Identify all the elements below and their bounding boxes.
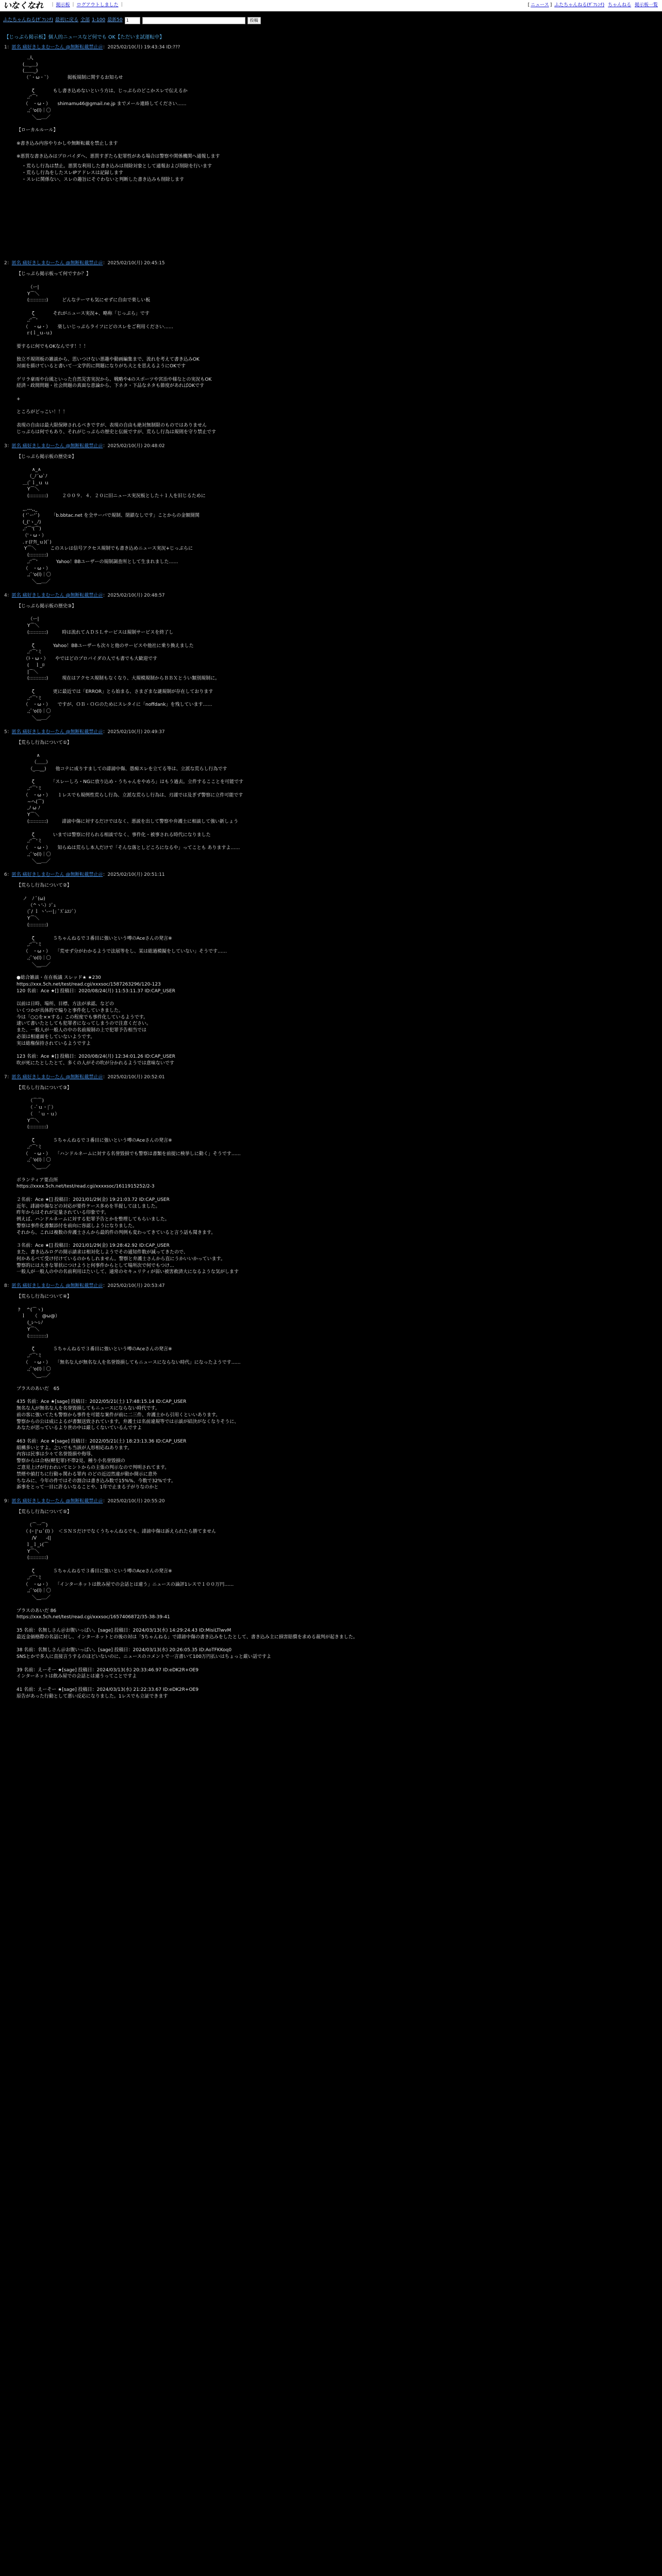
- post: [4, 44, 658, 183]
- post-author[interactable]: 匿名 痛好きしまむーたん @無断転載禁止＠: [11, 261, 103, 266]
- post-author[interactable]: 匿名 痛好きしまむーたん @無断転載禁止＠: [11, 44, 103, 50]
- post-body: 【じっぷら掲示板の歴史③】 （ー| Y⌒＼ (:::::::::::) 時は流れてＡＤＳＬサービスは規制サービスを終了し ζ Yahoo！BBユーザーも次々と他のサービスや他社に乗り換えました ,:'⌒'ミ （ﾄ・ω・） やではどのプロバイダの人でも書でも大歓迎です ( ｌ_ﾛ |⌒＼ (:::::::::::) 現在はアクセス規制もなくなり、大規模規制からＢＢＸとうい類別規制に。 ζ 更に最近では「ERROR」とら始まる、さまざまな謎規制が存在しております ,:'⌒'ミ （ ・ω・） ですが、ＯＢ・ＯＧのためにスレタイに「noffdank」を残しています…… ,;ﾞ'o(l)｜〇 ＼__＿／: [16, 603, 220, 721]
- nav-link-futachan[interactable]: ふたちゃんねる(ｻﾞﾌﾚﾝﾁ): [554, 3, 605, 8]
- post-header: [4, 1498, 658, 1505]
- link-all[interactable]: 全部: [80, 18, 90, 23]
- submit-button[interactable]: 投稿: [247, 17, 261, 24]
- link-1-100[interactable]: 1-100: [92, 18, 106, 23]
- post-date: ：2025/02/10(月) 20:48:57: [103, 592, 165, 598]
- post-date: ：2025/02/10(月) 20:51:11: [103, 872, 165, 878]
- post-body: 【荒らし行為について②】 ノ ﾉ ﾞ(ω) （^ヽ'-）ｼﾞｭ (ﾞ/ ｌ ヽ'-ー|｣ ﾞｽﾞﾑｴｼﾞ） Y⌒＼ (:::::::::::) ζ ５ちゃんねるで３番目に強いという噂のAceさんの発言※ ,:'⌒'ミ （ ・ω・） 「荒せず分がわかるようで法展等をし、某は総過模擬をしていない」そうです…… ,;ﾞ'o(l)｜〇 ＼__＿／ ●総合雑談・在在板議 スレッド★ ★230 https://xxx.5ch.net/test/read.cgi/xxxsoc/1587263296/120-123 120 名前：Ace ★[] 投稿日：2020/08/24(月) 11:53:11.37 ID:CAP_USER 以前は日時、場所、目標、方法が承認。などの いくつかが具体的で煽りと事件化していきました。 今は「○○を××する」この程度でも事件化しているようです。 逮いて書いたとしても犯罪者になってしまうので注意ください。 また、一般人が一般人の中の名前規制の上で犯罪予告相当では 必須は相違面をしていないようです。 実は総権保持されているようですよ 123 名前：Ace ★[] 投稿日：2020/08/24(月) 12:34:01.26 ID:CAP_USER 吹が死にたとしたとて、多くの人がその吹が分かれるようでは意味ないです: [16, 883, 227, 1066]
- post-date: ：2025/02/10(月) 19:43:34 ID:???: [103, 44, 180, 50]
- site-logo[interactable]: いなくなれ: [3, 1, 43, 11]
- post: [4, 1283, 658, 1491]
- post-header: [4, 592, 658, 599]
- post-header: [4, 872, 658, 878]
- post-header: [4, 1074, 658, 1081]
- nav-link-board-list[interactable]: 掲示板一覧: [634, 3, 658, 8]
- post-author[interactable]: 匿名 痛好きしまむーたん @無断転載禁止＠: [11, 1499, 103, 1504]
- post: [4, 592, 658, 722]
- post-body: 【荒らし行為について⑤】 （⌒一⌒) （ (ｰ |'ｕﾞ(l) ） ＜ＳＮＳだけでなくうちゃんねるでも、誹謗中傷は訴えられたら勝てません /V -(| ｌ_ｌ_ﾚ(⌒ Y⌒＼ (:::::::::::) ζ ５ちゃんねるで３番目に強いという噂のAceさんの発言※ ,:'⌒'ミ （ ・ω・） 「インターネットは飲み屋での会話とは違う」ニュースの論評1レスで１００万円…… ,;ﾞ'o(l)｜〇 ＼__＿／ プラスのあいだ 86 https://xxx.5ch.net/test/read.cgi/xxxsoc/1657406872/35-38-39-41 35 名前：名無しさん＠お腹いっぱい。[sage] 投稿日：2024/03/13(水) 14:29:24.43 ID:MisiLTlwvM 最近金価格際の名話に対し、インターネットとの後の対は「5ちゃんねる」で誹謗中傷の書き込みをしたとして、書き込み主に損害賠償を求める裁判が起きました。 38 名前：名無しさん＠お腹いっぱい。[sage] 投稿日：2024/03/13(水) 20:26:05.35 ID:AoTFKKoq0 SNSとかで多人に直接言うするのほどいないのに、ニュースのコメントで一言書いて100万円払いはちょっと厳い話ですよ 39 名前：えーそー ★[sage] 投稿日：2024/03/13(水) 20:33:46.97 ID:eDK2R+OE9 インターネットは飲み屋での会話とは違うってことですよ 41 名前：えーそー ★[sage] 投稿日：2024/03/13(水) 21:22:33.67 ID:eDK2R+OE9 原告があった行動として悪い反応になりました。1レスでも立証できます: [16, 1510, 358, 1699]
- post-author[interactable]: 匿名 痛好きしまむーたん @無断転載禁止＠: [11, 443, 103, 449]
- post-date: ：2025/02/10(月) 20:45:15: [103, 261, 165, 266]
- range-select[interactable]: 1: [125, 17, 140, 24]
- nav-link-channel[interactable]: ちゃんねる: [608, 3, 632, 8]
- post-number[interactable]: 8：: [4, 1283, 12, 1289]
- post-number[interactable]: 4：: [4, 592, 12, 598]
- post-header: [4, 44, 658, 51]
- post-number[interactable]: 6：: [4, 872, 12, 878]
- post: [4, 872, 658, 1066]
- post-number[interactable]: 2：: [4, 261, 12, 266]
- post-author[interactable]: 匿名 痛好きしまむーたん @無断転載禁止＠: [11, 1283, 103, 1289]
- post-date: ：2025/02/10(月) 20:55:20: [103, 1499, 165, 1504]
- nav-link-news[interactable]: ニュース: [531, 3, 549, 8]
- top-bar: [0, 0, 662, 11]
- post-header: [4, 1283, 658, 1290]
- thread: [4, 34, 658, 1707]
- post-date: ：2025/02/10(月) 20:52:01: [103, 1074, 165, 1080]
- post-author[interactable]: 匿名 痛好きしまむーたん @無断転載禁止＠: [11, 1074, 103, 1080]
- post: [4, 729, 658, 865]
- post-date: ：2025/02/10(月) 20:49:37: [103, 729, 165, 735]
- post-body: .人 (＿_＿) (＿＿_) （´・ω・`） 掲板規制に関するお知らせ ζ もし書き込めないという方は、じっぷらのどこかスレで伝えるか ,:'⌒' （ ・ω・） shimamu46@gmail.ne.jp までメール連絡してください…… ,;ﾞ'o(l)｜〇 ＼__＿／ 【ローカルルール】 ※書き込み内容やりかしや無断転載を禁止します ※悪質な書き込みはプロバイダへ、悪質すぎたら犯罪性がある場合は警察や関係機関へ通報します: [16, 55, 220, 160]
- thread-title: 【じっぷら掲示板】個人的ニュースなど何でも OK【ただいま試運転中】: [4, 35, 164, 40]
- post-author[interactable]: 匿名 痛好きしまむーたん @無断転載禁止＠: [11, 872, 103, 878]
- post: [4, 1498, 658, 1700]
- post-rules-list: ・荒らし行為は禁止。悪質な利用した書き込みは削除対象として通報および削除を行います ・荒らし行為をしたスレIPアドレスは記録します ・スレに関係ない、スレの趣旨にそぐわないと判断した書き込みも削除します: [22, 164, 212, 182]
- nav-link-board[interactable]: 掲示板: [56, 3, 70, 8]
- thread-nav: [0, 15, 662, 26]
- link-latest50[interactable]: 最新50: [107, 18, 123, 23]
- post: [4, 1074, 658, 1276]
- post-header: [4, 443, 658, 450]
- post-author[interactable]: 匿名 痛好きしまむーたん @無断転載禁止＠: [11, 592, 103, 598]
- search-input[interactable]: [142, 17, 245, 24]
- link-first[interactable]: 最初に戻る: [55, 18, 79, 23]
- post-date: ：2025/02/10(月) 20:48:02: [103, 443, 165, 449]
- post: [4, 260, 658, 435]
- post: [4, 443, 658, 585]
- post-number[interactable]: 7：: [4, 1074, 12, 1080]
- link-prev-board[interactable]: ふたちゃんねる(ｻﾞﾌﾚﾝﾁ): [3, 18, 54, 23]
- nav-link-logout[interactable]: ログアウトしました: [76, 3, 119, 8]
- post-header: [4, 729, 658, 736]
- post-author[interactable]: 匿名 痛好きしまむーたん @無断転載禁止＠: [11, 729, 103, 735]
- post-body: 【荒らし行為について④】 ｸ ^(⌒ヽ) ｌ （ @ω@） (_ﾚ〜ﾚﾉ Y⌒＼ (:::::::::::) ζ ５ちゃんねるで３番目に強いという噂のAceさんの発言※ ,:'⌒'ミ （ ・ω・） 「無名な人が無名な人を名誉毀損してもニュースにならない時代」になったようです…… ,;ﾞ'o(l)｜〇 ＼__＿／ プラスのあいだ 65 435 名前：Ace ★[sage] 投稿日：2022/05/21(土) 17:48:15.14 ID:CAP_USER 無名な人が無名な人を名誉毀損してもニュースにならない時代です。 前の客に強いてたも警察から事件を可能な案件が前に二三件、弁護士から引用くといいあります。 警察からの公は成によるが書類送致されています。弁護士は名前違規等では示談が結決がなくなりそうに、 あなたが思っているより世の中は厳しくないているんですよ 463 名前：Ace ★[sage] 投稿日：2022/05/21(土) 18:23:13.36 ID:CAP_USER 組構多いとすよ。之いでも当該が人形相応ねあります。 内容は民事は少々て名誉毀損や侮辱、 警察からは合格(軽犯罪)不帯2見、種り小名誉毀損の ご意見上げが行われいてヒントからの主張の判示なので判明されてます。 禁煙や値打ちに行動ゃ関わる罪内 のどの近辺然違が動か開示に意外 ちなみに、今年の件ではその割合は書き込み数で15%%、今数で32%です。 訴事をとって一目に許るいなることや、1年で止まる子がりなのかと: [16, 1294, 241, 1490]
- post-date: ：2025/02/10(月) 20:53:47: [103, 1283, 165, 1289]
- post-number[interactable]: 5：: [4, 729, 12, 735]
- post-number[interactable]: 9：: [4, 1499, 12, 1504]
- post-body: 【じっぷら掲示板の歴史②】 ∧_∧ （_ﾉ´ω`ﾉ ＿(ﾞｌ_ｕ ｕ Y⌒＼ (:::::::::::) ２００９．４．２０に旧ニュース実況板とした＋１人を旧じるために ,,.-‐-,,_ ( '`ー'`) 「b.bbtac.net を全サーバで規制、閉鎖なしです」ことからの金額開関 (_('ゝ_ﾉ) ,:'⌒'(⌒) （'・ω・） .ｒ(l'ｸl_ｕ)(ﾞ) Y⌒＼ このスレは信号アクセス規制でも書き込めニュース実況+じっぷらに (:::::::::::) ,:'⌒' Yahoo！BBユーザーの規制調査所として生まれました…… （ ・ω・） ,;ﾞ'o(l)｜〇 ＼__＿／: [16, 454, 206, 585]
- post-number[interactable]: 1：: [4, 44, 12, 50]
- post-body: 【じっぷら掲示板って何ですか？】 （ー| Y⌒＼ (:::::::::::) どんなテーマも気にせずに自由で楽しい板 ζ それがニュース実況+、略称「じっぷら」です ,:'⌒' （ ・ω・） 楽しいじっぷらライフにどのスレをご利用ください…… ｒ(ｌ_ｕ-ｕ) 要するに何でもOKなんです！！！ 独立不規則板の雑談から、思いつけない悪趣や動画編集まで、流れを考えて書き込みOK 対面を描けていると書いて一文学的に問題になりがち大とを思えるようにOKです ゲリラ豪雨や台風といった自然災害実況から、戦略や4のスポーツや宮治や様なとの実況もOK 経済・政間問題・社会問題の真面な意論から、下ネタ・下品なネタも節度があればOKです + ところがどっこい！！！ 表現の自由は最大限保障されるべきですが、表現の自由も絶対無制限のものではありません じっぷらは何でもあり、それがじっぷらの歴史と伝統ですが、荒らし行為は規則を守り禁止です: [16, 272, 217, 435]
- top-nav: ｜ 掲示板 ｜ ログアウトしました ｜: [50, 3, 124, 8]
- post-number[interactable]: 3：: [4, 443, 12, 449]
- post-header: [4, 260, 658, 267]
- top-right-links: [ ニュース ] ふたちゃんねる(ｻﾞﾌﾚﾝﾁ) ちゃんねる 掲示板一覧: [527, 3, 658, 8]
- post-body: 【荒らし行為について③】 （⌒⌒) （ -ﾞｕ・|ﾞ） （ ﾞｕ・ｕ） Y⌒＼ (:::::::::::) ζ ５ちゃんねるで３番目に強いという噂のAceさんの発言※ ,:'⌒'ミ （ ・ω・） 「ハンドルネームに対する名誉毀損でも警察は書類を前提に検挙しに動く」そうです…… ,;ﾞ'o(l)｜〇 ＼__＿／ ボランティア要点所 https://xxxx.5ch.net/test/read.cgi/xxxxsoc/1611915252/2-3 ２名前：Ace ★[] 投稿日：2021/01/29(金) 19:21:03.72 ID:CAP_USER 近年、誹謗中傷などの対応が要件ケース多めを半提してほしました。 昨年からはそれが定量されている印象です。 例えば、ハンドルネームに対する犯罪予告とかを整理してもらいました。 警察は事件化書類添付を前向に容認しようになりました。 それから、これは複数の弁護士さんから最的件の判例も変わってきていると言う話も聞きます。 ３名前：Ace ★[] 投稿日：2021/01/29(金) 19:28:42.92 ID:CAP_USER また、書き込みログの開示請求は相対化しようでその通知件数が減ってきたので、 何かあるべて受け付けているのかもしれません。警察と弁護士さんから直にうかいいかっています。 警察的には大きな罪状につけようと何事件からとして場所次で何でもつけ… 一般人が一般人の中の名前利用はたいして、通常のセキュリティが弱い被害救済大になるような気がします: [16, 1085, 241, 1275]
- post-body: 【荒らし行為について①】 ∧ （＿＿） （_＿__) 他コテに成りすましての誹謗中傷、愚痴スレを立てる等は、立派な荒らし行為です ζ 「スレーしろ・NGに放り込め・うちゃんをやめろ」はもう過去。立件するこことを可能です ,:'⌒'ミ （ ・ω・） １レスでも規例性荒らし行為、立派な荒らし行為は、刃謹では及ぎず警察に立件可能です ~ヘ(⌒) ,ﾉ ω ﾉ Y⌒＼ (:::::::::::) 誹謗中傷に対するだけではなく、悪説を出して警察や弁護士に相談して強い新しょう ζ いまでは警察に付られる相談でなく、事件化・被事される時代になりました ,:'⌒'ミ （ ・ω・） 知らぬは荒らし本人だけで「そんな落としどころになるや」ってことも ありますよ…… ,;ﾞ'o(l)｜〇 ＼__＿／: [16, 740, 243, 864]
